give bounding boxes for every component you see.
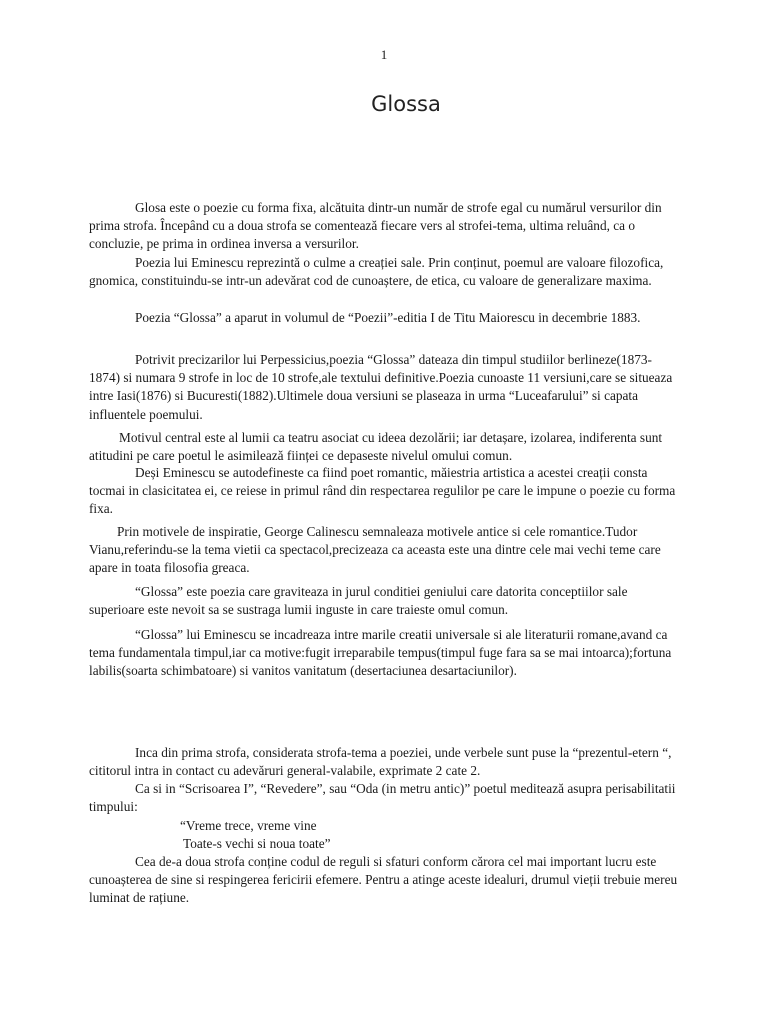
poem-quote xyxy=(180,817,331,852)
paragraph-publication: Poezia “Glossa” a aparut in volumul de “Poezii”-editia I de Titu Maiorescu in decembrie 1883. xyxy=(135,310,641,325)
page-title: Glossa xyxy=(371,92,441,116)
paragraph-inspiration: Prin motivele de inspiratie, George Calinescu semnaleaza motivele antice si cele romantice.Tudor Vianu,referindu-se la tema vietii ca spectacol,precizeaza ca aceasta este una dintre cele mai vechi teme care apare in toata filosofia greaca. xyxy=(89,524,661,576)
quote-line: “Vreme trece, vreme vine xyxy=(180,818,317,833)
quote-line: Toate-s vechi si noua toate” xyxy=(183,835,331,851)
paragraph-classicism: Deși Eminescu se autodefineste ca fiind poet romantic, măiestria artistica a acestei creații consta tocmai in clasicitatea ei, ce reiese in primul rând din respectarea regulilor pe care le impune o poezie cu forma fixa. xyxy=(89,465,676,517)
paragraph-versions: Potrivit precizarilor lui Perpessicius,poezia “Glossa” dateaza din timpul studiilor berlineze(1873-1874) si numara 9 strofe in loc de 10 strofe,ale textului definitive.Poezia cunoaste 11 versiuni,care se situeaza intre Iasi(1876) si Bucuresti(1882).Ultimele doua versiuni se plaseaza in urma “Luceafarului” si capata influentele poemului. xyxy=(89,352,673,422)
paragraph-genius: “Glossa” este poezia care graviteaza in jurul conditiei geniului care datorita conceptiilor sale superioare este nevoit sa se sustraga lumii inguste in care traieste omul comun. xyxy=(89,584,628,618)
paragraph-central-motif: Motivul central este al lumii ca teatru asociat cu ideea dezolării; iar detașare, izolarea, indiferenta sunt atitudini pe care poetul le asimilează ființei ce depaseste nivelul omului comun. xyxy=(89,430,663,464)
paragraph-second-stanza: Cea de-a doua strofa conține codul de reguli si sfaturi conform cărora cel mai important lucru este cunoașterea de sine si respingerea fericirii efemere. Pentru a atinge aceste idealuri, drumul vieții trebuie mereu luminat de rațiune. xyxy=(89,854,678,906)
paragraph-first-stanza: Inca din prima strofa, considerata strofa-tema a poeziei, unde verbele sunt puse la “prezentul-etern “, cititorul intra in contact cu adevăruri general-valabile, exprimate 2 cate 2. xyxy=(89,745,672,779)
paragraph-time: Ca si in “Scrisoarea I”, “Revedere”, sau “Oda (in metru antic)” poetul meditează asupra perisabilitatii timpului: xyxy=(89,781,676,815)
paragraph-creation: Poezia lui Eminescu reprezintă o culme a creației sale. Prin conținut, poemul are valoare filozofica, gnomica, constituindu-se intr-un adevărat cod de cunoaștere, de etica, cu valoare de generalizare maxima. xyxy=(89,255,664,289)
paragraph-definition: Glosa este o poezie cu forma fixa, alcătuita dintr-un număr de strofe egal cu numărul versurilor din prima strofa. Începând cu a doua strofa se comentează fiecare vers al strofei-tema, ultima reluând, ca o concluzie, pe prima in ordinea inversa a versurilor. xyxy=(89,200,662,252)
page-number: 1 xyxy=(380,47,388,62)
paragraph-universal: “Glossa” lui Eminescu se incadreaza intre marile creatii universale si ale literaturii romane,avand ca tema fundamentala timpul,iar ca motive:fugit irreparabile tempus(timpul fuge fara sa se mai intoarca);fortuna labilis(soarta schimbatoare) si vanitos vanitatum (desertaciunea desartaciunilor). xyxy=(89,627,672,679)
